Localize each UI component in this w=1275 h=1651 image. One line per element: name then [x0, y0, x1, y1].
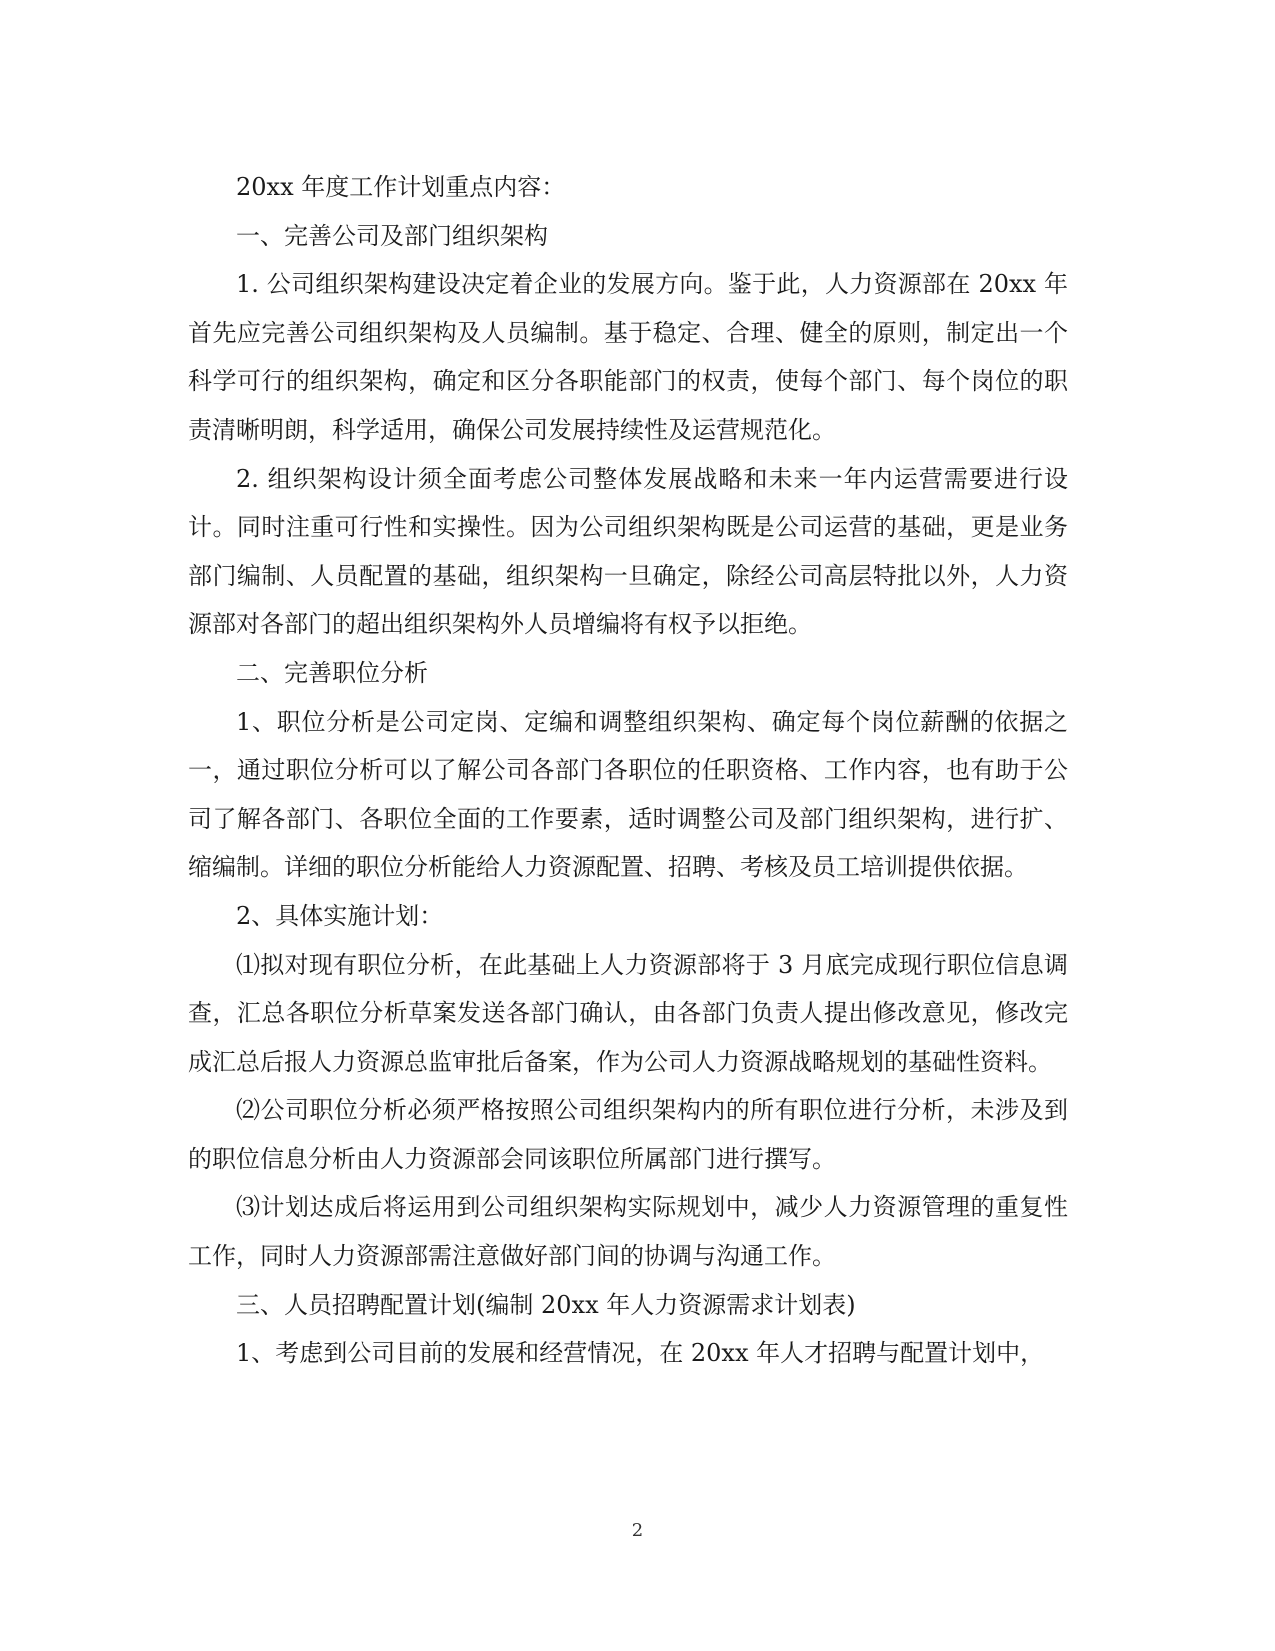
paragraph: 1、考虑到公司目前的发展和经营情况，在 20xx 年人才招聘与配置计划中，: [236, 1339, 1045, 1368]
paragraph: ⑵公司职位分析必须严格按照公司组织架构内的所有职位进行分析，未涉及到的职位信息分析由人力资源部会同该职位所属部门进行撰写。: [188, 1096, 1068, 1173]
paragraph: 1. 公司组织架构建设决定着企业的发展方向。鉴于此，人力资源部在 20xx 年首先应完善公司组织架构及人员编制。基于稳定、合理、健全的原则，制定出一个科学可行的组织架构，确定和区分各职能部门的权责，使每个部门、每个岗位的职责清晰明朗，科学适用，确保公司发展持续性及运营规范化。: [188, 270, 1068, 444]
paragraph: 1、职位分析是公司定岗、定编和调整组织架构、确定每个岗位薪酬的依据之一，通过职位分析可以了解公司各部门各职位的任职资格、工作内容，也有助于公司了解各部门、各职位全面的工作要素，适时调整公司及部门组织架构，进行扩、缩编制。详细的职位分析能给人力资源配置、招聘、考核及员工培训提供依据。: [188, 707, 1068, 882]
sub-heading: 2、具体实施计划：: [236, 901, 444, 930]
page-number: 2: [631, 1520, 644, 1541]
section-heading-2: 二、完善职位分析: [236, 658, 428, 687]
paragraph: ⑴拟对现有职位分析，在此基础上人力资源部将于 3 月底完成现行职位信息调查，汇总各职位分析草案发送各部门确认，由各部门负责人提出修改意见，修改完成汇总后报人力资源总监审批后备案，作为公司人力资源战略规划的基础性资料。: [188, 950, 1068, 1076]
paragraph: ⑶计划达成后将运用到公司组织架构实际规划中，减少人力资源管理的重复性工作，同时人力资源部需注意做好部门间的协调与沟通工作。: [188, 1193, 1068, 1271]
section-heading-intro: 20xx 年度工作计划重点内容：: [236, 173, 566, 201]
section-heading-1: 一、完善公司及部门组织架构: [236, 221, 548, 250]
section-heading-3: 三、人员招聘配置计划(编制 20xx 年人力资源需求计划表): [236, 1290, 856, 1319]
paragraph: 2. 组织架构设计须全面考虑公司整体发展战略和未来一年内运营需要进行设计。同时注重可行性和实操性。因为公司组织架构既是公司运营的基础，更是业务部门编制、人员配置的基础，组织架构一旦确定，除经公司高层特批以外，人力资源部对各部门的超出组织架构外人员增编将有权予以拒绝。: [188, 464, 1068, 639]
document-body: [188, 163, 1068, 1378]
